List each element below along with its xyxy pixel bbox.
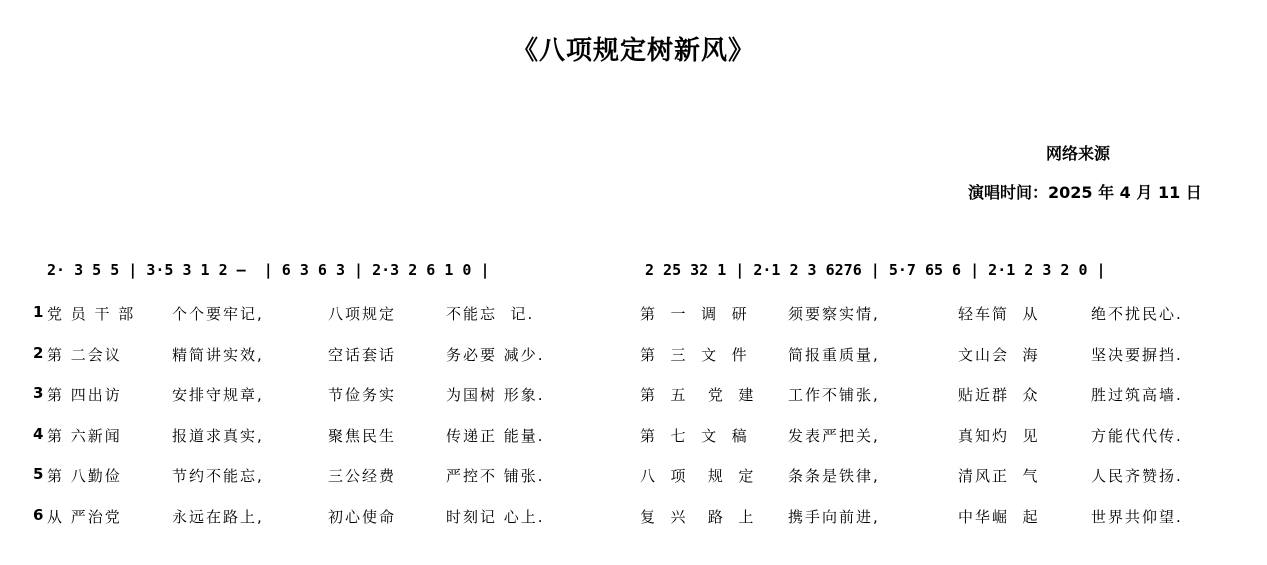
lyric-phrase: 为国树 形象. — [446, 386, 545, 404]
lyric-phrase: 务必要 减少. — [446, 346, 545, 364]
lyric-phrase: 八项规定 — [328, 305, 397, 323]
lyric-phrase: 个个要牢记, — [172, 305, 264, 323]
song-title: 《八项规定树新风》 — [511, 36, 755, 66]
verse-number: 5 — [33, 465, 44, 483]
lyric-phrase: 报道求真实, — [172, 427, 264, 445]
lyric-phrase: 方能代代传. — [1091, 427, 1183, 445]
notation-segment-left: 2· 3 5 5 | 3·5 3 1 2 — | 6 3 6 3 | 2·3 2 6 1 0 | — [47, 261, 490, 279]
verse-number: 1 — [33, 303, 44, 321]
lyric-phrase: 传递正 能量. — [446, 427, 545, 445]
lyric-phrase: 精简讲实效, — [172, 346, 264, 364]
lyric-phrase: 永远在路上, — [172, 508, 264, 526]
lyric-verse-row — [0, 465, 1267, 487]
lyric-phrase: 第 七 文 稿 — [640, 427, 749, 445]
lyric-phrase: 第 五 党 建 — [640, 386, 756, 404]
lyric-phrase: 初心使命 — [328, 508, 397, 526]
jianpu-notation-row — [0, 261, 1267, 281]
lyric-verse-row — [0, 506, 1267, 528]
lyric-phrase: 复 兴 路 上 — [640, 508, 756, 526]
lyric-phrase: 携手向前进, — [788, 508, 880, 526]
lyric-phrase: 空话套话 — [328, 346, 397, 364]
lyric-phrase: 文山会 海 — [958, 346, 1040, 364]
lyric-phrase: 党 员 干 部 — [47, 305, 136, 323]
performance-date: 演唱时间：2025 年 4 月 11 日 — [968, 183, 1202, 202]
lyric-phrase: 从 严治党 — [47, 508, 122, 526]
lyric-phrase: 严控不 铺张. — [446, 467, 545, 485]
lyric-phrase: 简报重质量, — [788, 346, 880, 364]
lyric-phrase: 发表严把关, — [788, 427, 880, 445]
lyric-phrase: 工作不铺张, — [788, 386, 880, 404]
lyric-phrase: 真知灼 见 — [958, 427, 1040, 445]
verse-number: 2 — [33, 344, 44, 362]
lyric-phrase: 须要察实情, — [788, 305, 880, 323]
lyric-phrase: 第 八勤俭 — [47, 467, 122, 485]
lyric-phrase: 胜过筑高墙. — [1091, 386, 1183, 404]
verse-number: 6 — [33, 506, 44, 524]
lyric-phrase: 中华崛 起 — [958, 508, 1040, 526]
lyric-phrase: 节约不能忘, — [172, 467, 264, 485]
lyric-phrase: 贴近群 众 — [958, 386, 1040, 404]
lyric-phrase: 绝不扰民心. — [1091, 305, 1183, 323]
lyric-phrase: 安排守规章, — [172, 386, 264, 404]
lyric-phrase: 第 一 调 研 — [640, 305, 749, 323]
verse-number: 3 — [33, 384, 44, 402]
lyric-phrase: 人民齐赞扬. — [1091, 467, 1183, 485]
lyric-phrase: 三公经费 — [328, 467, 397, 485]
verse-number: 4 — [33, 425, 44, 443]
lyric-verse-row — [0, 303, 1267, 325]
lyric-phrase: 轻车简 从 — [958, 305, 1040, 323]
lyric-verse-row — [0, 384, 1267, 406]
notation-segment-right: 2 25 32 1 | 2·1 2 3 6276 | 5·7 65 6 | 2·1 2 3 2 0 | — [645, 261, 1106, 279]
lyric-phrase: 条条是铁律, — [788, 467, 880, 485]
source-note: 网络来源 — [1046, 144, 1111, 163]
lyric-phrase: 世界共仰望. — [1091, 508, 1183, 526]
lyric-phrase: 节俭务实 — [328, 386, 397, 404]
lyric-phrase: 时刻记 心上. — [446, 508, 545, 526]
lyric-verse-row — [0, 344, 1267, 366]
lyric-phrase: 坚决要摒挡. — [1091, 346, 1183, 364]
lyric-phrase: 第 四出访 — [47, 386, 122, 404]
lyric-phrase: 第 二会议 — [47, 346, 122, 364]
lyric-phrase: 第 六新闻 — [47, 427, 122, 445]
lyric-phrase: 第 三 文 件 — [640, 346, 749, 364]
lyric-phrase: 清风正 气 — [958, 467, 1040, 485]
lyric-phrase: 八 项 规 定 — [640, 467, 756, 485]
lyric-verse-row — [0, 425, 1267, 447]
lyric-phrase: 不能忘 记. — [446, 305, 535, 323]
lyric-phrase: 聚焦民生 — [328, 427, 397, 445]
